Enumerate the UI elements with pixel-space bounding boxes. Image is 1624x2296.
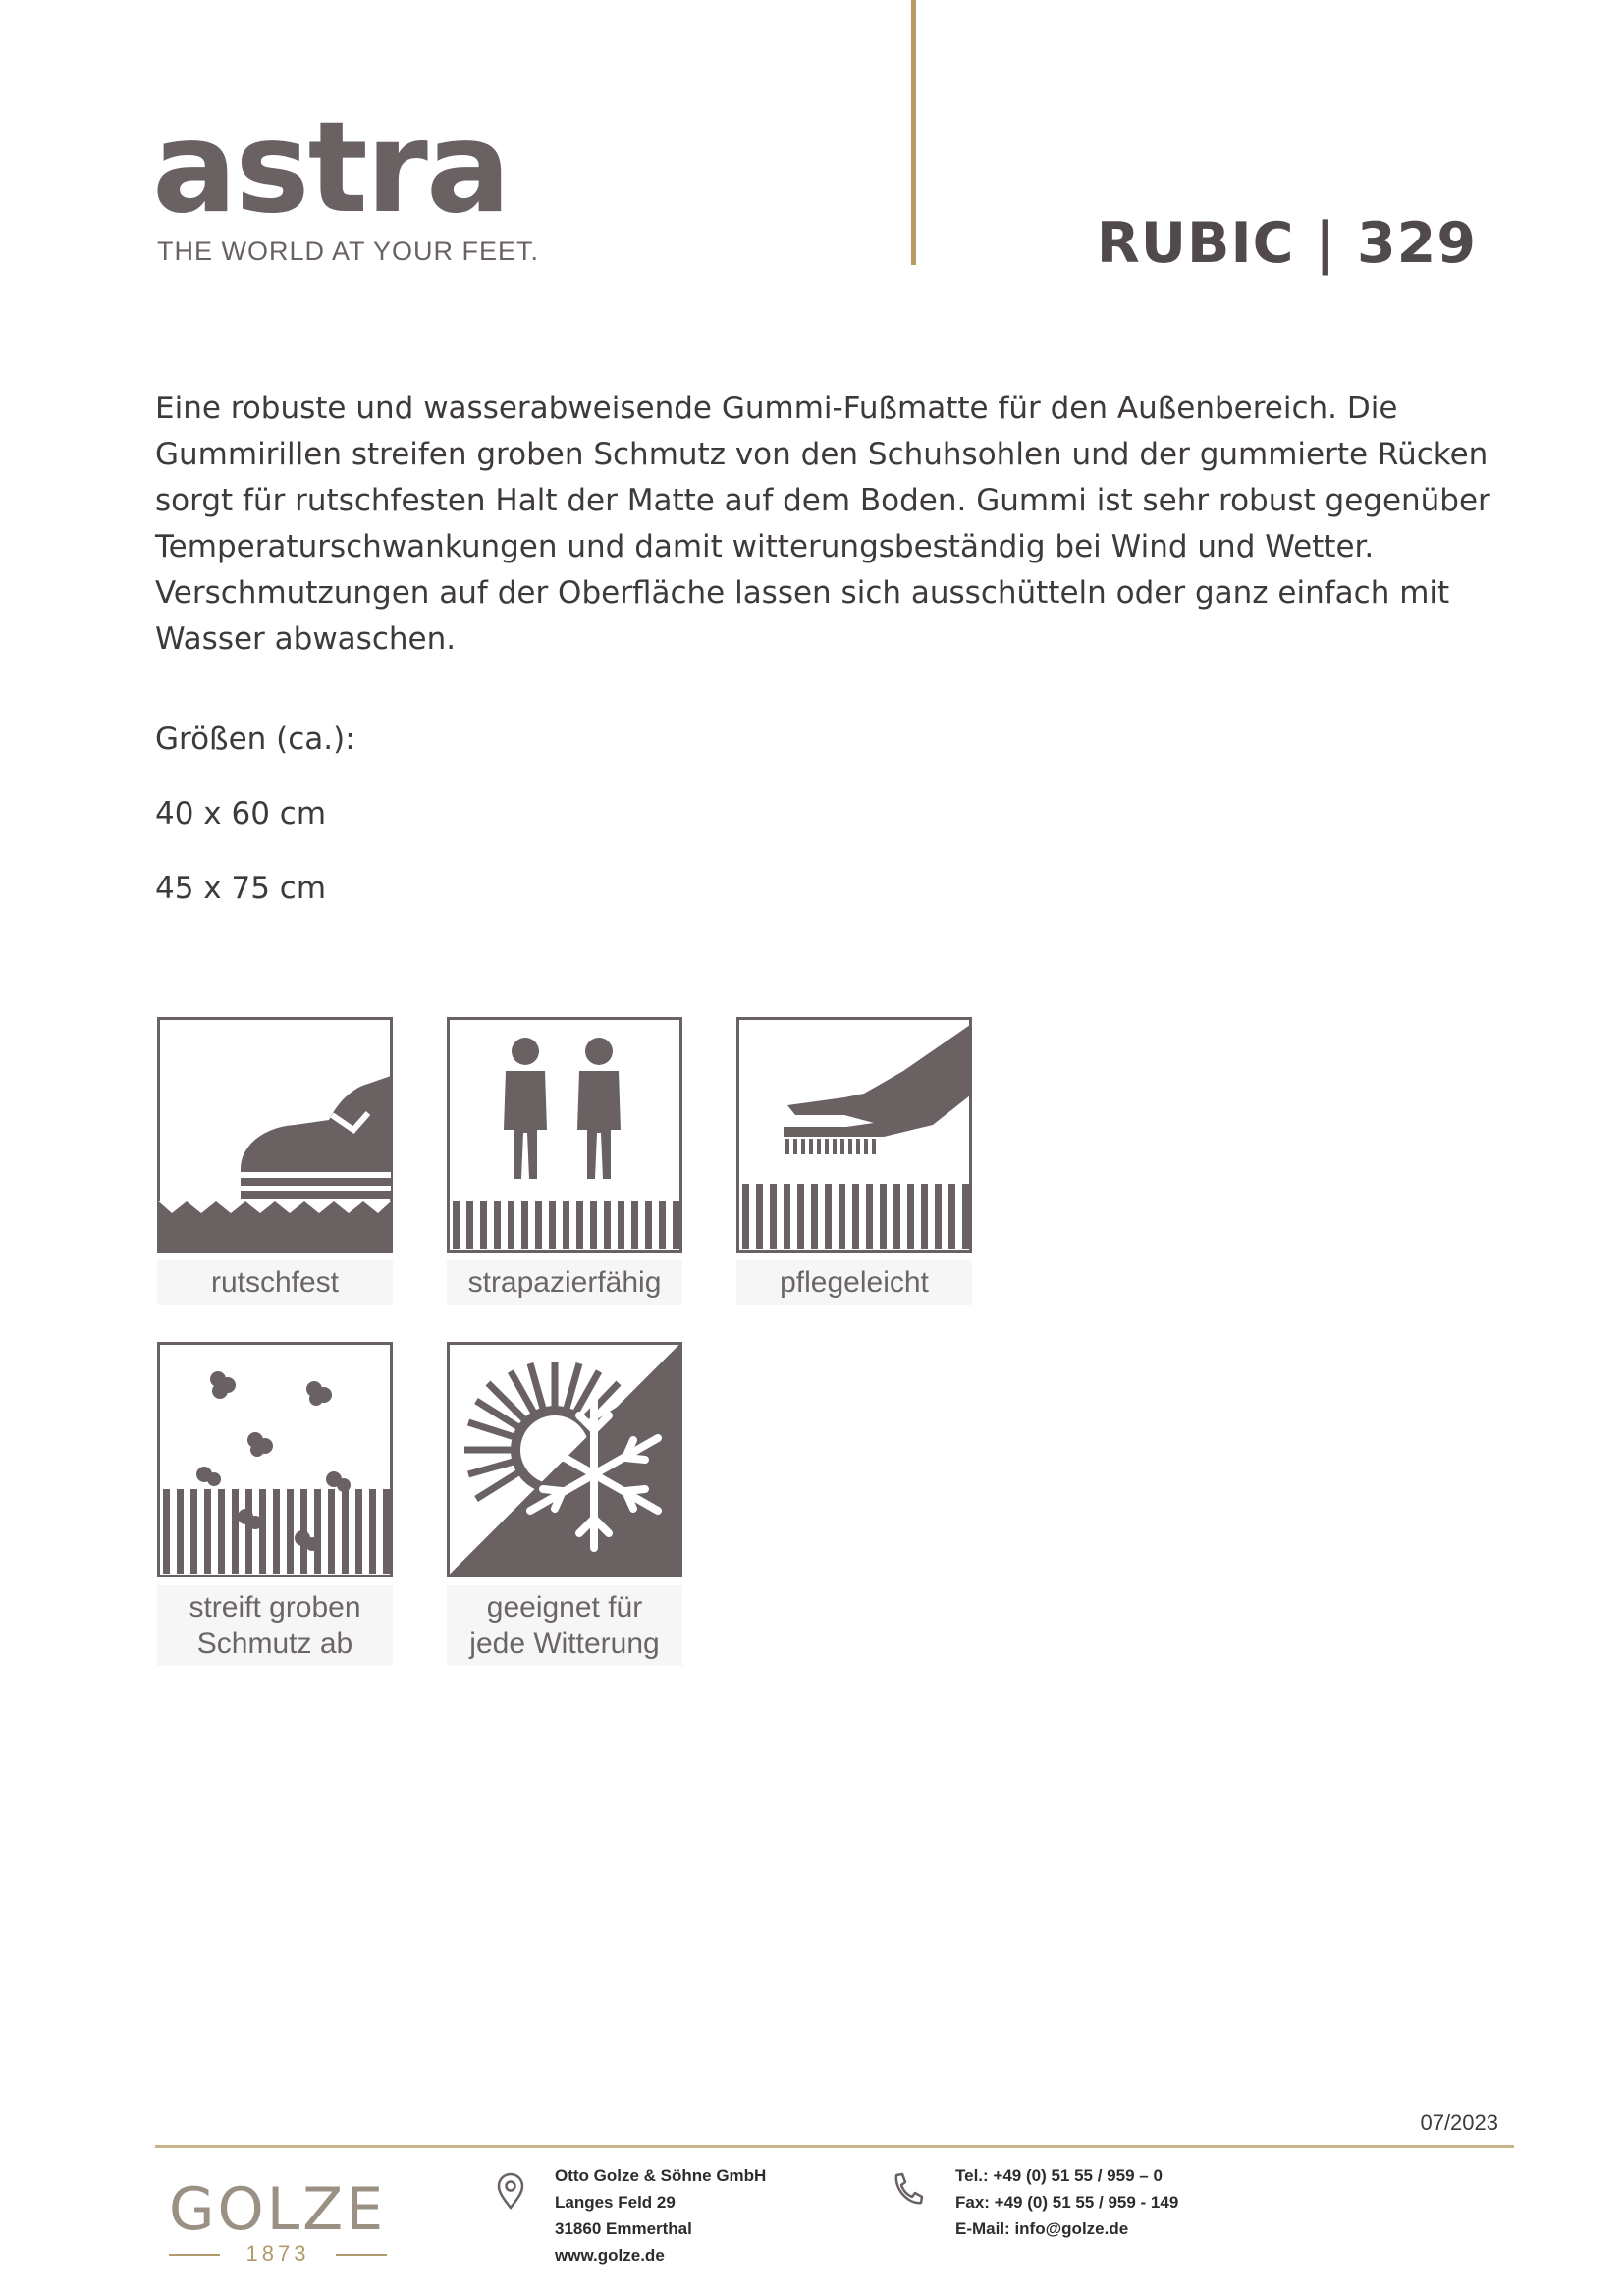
company-name: Otto Golze & Söhne GmbH bbox=[555, 2166, 767, 2185]
feature-label: geeignet für bbox=[486, 1591, 643, 1624]
feature-label: pflegeleicht bbox=[780, 1266, 929, 1299]
feature-streift-schmutz bbox=[157, 1342, 393, 1666]
address-street: Langes Feld 29 bbox=[555, 2193, 676, 2212]
header-divider bbox=[911, 0, 916, 265]
dirt-scraping-icon bbox=[157, 1342, 393, 1577]
golze-logo: GOLZE bbox=[169, 2175, 387, 2244]
phone-number[interactable]: Tel.: +49 (0) 51 55 / 959 – 0 bbox=[955, 2166, 1163, 2185]
size-item: 40 x 60 cm bbox=[155, 796, 327, 831]
golze-year: 1873 bbox=[245, 2241, 310, 2266]
product-description: Eine robuste und wasserabweisende Gummi-Fußmatte für den Außenbereich. Die Gummirillen streifen groben Schmutz von den Schuhsohlen und der gummierte Rücken sorgt für rutschfesten Halt der Matte auf dem Boden. Gummi ist sehr robust gegenüber Temperaturschwankungen und damit witterungsbeständig bei Wind und Wetter. Verschmutzungen auf der Oberfläche lassen sich ausschütteln oder ganz einfach mit Wasser abwaschen. bbox=[155, 391, 1490, 657]
sizes-section bbox=[155, 721, 355, 945]
product-title: RUBIC | 329 bbox=[1096, 211, 1477, 276]
feature-label: Schmutz ab bbox=[196, 1628, 353, 1660]
feature-label: streift groben bbox=[189, 1591, 361, 1624]
company-contact bbox=[955, 2163, 1178, 2242]
brand-logo: astra bbox=[152, 95, 510, 241]
feature-pflegeleicht bbox=[736, 1017, 972, 1305]
footer-divider bbox=[155, 2145, 1514, 2148]
feature-label: jede Witterung bbox=[469, 1628, 660, 1660]
location-pin-icon bbox=[493, 2171, 528, 2211]
email-link[interactable]: E-Mail: info@golze.de bbox=[955, 2219, 1129, 2238]
address-city: 31860 Emmerthal bbox=[555, 2219, 692, 2238]
document-date: 07/2023 bbox=[1420, 2110, 1498, 2135]
feature-label: strapazierfähig bbox=[467, 1266, 662, 1299]
company-address bbox=[555, 2163, 766, 2269]
website-link[interactable]: www.golze.de bbox=[555, 2246, 665, 2265]
feature-witterung bbox=[447, 1342, 682, 1666]
shoe-non-slip-icon bbox=[157, 1017, 393, 1253]
phone-icon bbox=[889, 2169, 924, 2209]
people-durable-icon bbox=[447, 1017, 682, 1253]
brand-tagline: THE WORLD AT YOUR FEET. bbox=[157, 237, 540, 266]
sizes-heading: Größen (ca.): bbox=[155, 721, 355, 757]
feature-rutschfest bbox=[157, 1017, 393, 1305]
hand-brush-icon bbox=[736, 1017, 972, 1253]
feature-label: rutschfest bbox=[210, 1266, 340, 1299]
sun-snowflake-icon bbox=[447, 1342, 682, 1577]
fax-number: Fax: +49 (0) 51 55 / 959 - 149 bbox=[955, 2193, 1179, 2212]
feature-strapazierfaehig bbox=[447, 1017, 682, 1305]
size-item: 45 x 75 cm bbox=[155, 871, 327, 906]
